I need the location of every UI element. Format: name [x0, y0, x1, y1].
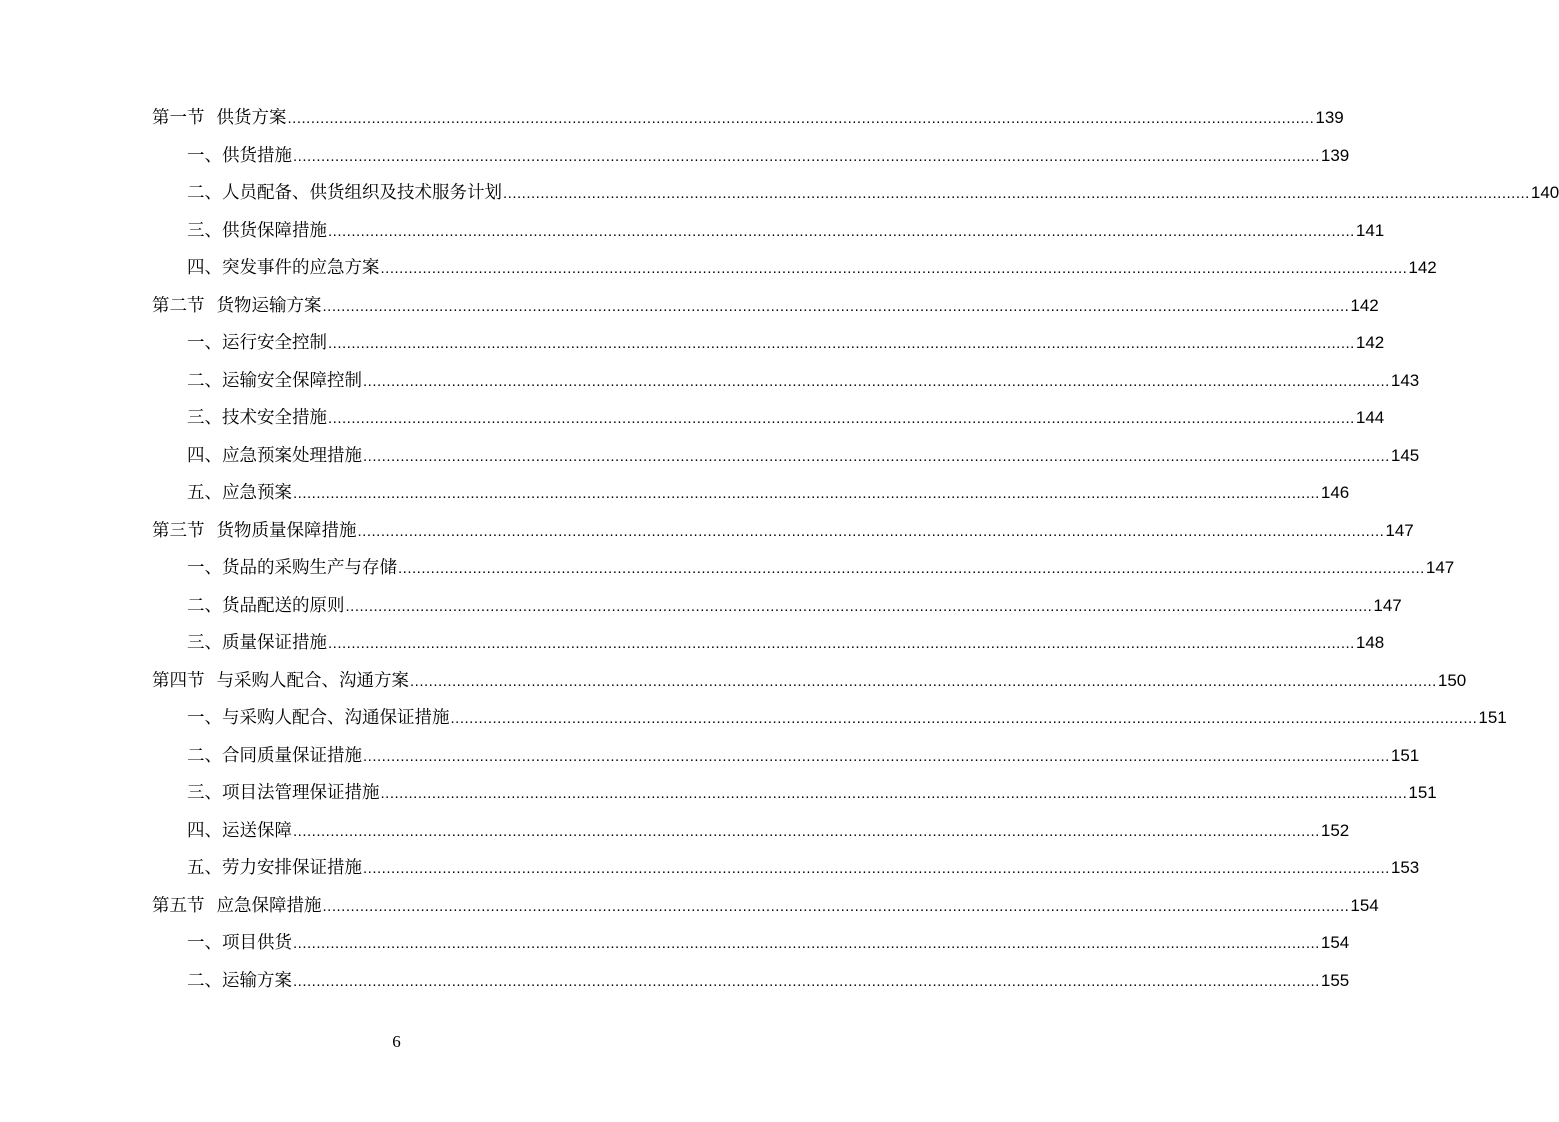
toc-entry-title: [187, 441, 362, 471]
toc-entry-prefix: 五、: [187, 858, 222, 878]
toc-dot-leader: ............................................................................................................................................................................................................................: [363, 747, 1390, 765]
toc-entry-text: 应急预案处理措施: [222, 445, 362, 466]
toc-entry-prefix: 三、: [187, 408, 222, 428]
toc-dot-leader: ............................................................................................................................................................................................................................: [293, 935, 1320, 952]
toc-entry-prefix: 二、: [187, 745, 222, 766]
toc-entry-title: [187, 966, 292, 996]
toc-subsection[interactable]: [187, 253, 1437, 283]
toc-entry-text: 应急预案: [222, 483, 292, 503]
toc-entry-title: [187, 928, 292, 958]
toc-entry-text: 供货保障措施: [222, 220, 327, 241]
toc-entry-prefix: 四、: [187, 820, 222, 841]
toc-entry-text: 质量保证措施: [222, 633, 327, 653]
toc-subsection[interactable]: [187, 741, 1420, 771]
toc-page-number: 151: [1390, 745, 1420, 765]
toc-entry-prefix: 一、: [187, 708, 222, 728]
toc-page-number: 154: [1320, 933, 1350, 952]
toc-entry-text: 项目供货: [222, 933, 292, 953]
toc-entry-title: [152, 103, 287, 133]
toc-entry-title: [187, 216, 327, 246]
toc-dot-leader: ............................................................................................................................................................................................................................: [380, 260, 1408, 277]
toc-page-number: 148: [1355, 633, 1385, 652]
toc-entry-text: 劳力安排保证措施: [222, 858, 362, 878]
toc-section[interactable]: [152, 516, 1414, 546]
toc-entry-text: 项目法管理保证措施: [222, 783, 380, 803]
toc-entry-prefix: 二、: [187, 183, 222, 203]
toc-entry-prefix: 一、: [187, 333, 222, 353]
toc-entry-title: [152, 516, 357, 546]
toc-dot-leader: ............................................................................................................................................................................................................................: [328, 335, 1355, 352]
toc-subsection[interactable]: [187, 178, 1559, 208]
toc-entry-title: [152, 666, 409, 696]
toc-entry-prefix: 第五节: [152, 895, 205, 916]
toc-entry-prefix: 一、: [187, 933, 222, 953]
toc-subsection[interactable]: [187, 553, 1455, 583]
toc-dot-leader: ............................................................................................................................................................................................................................: [363, 447, 1390, 465]
toc-entry-text: 合同质量保证措施: [222, 745, 362, 766]
toc-subsection[interactable]: [187, 853, 1420, 883]
toc-dot-leader: ............................................................................................................................................................................................................................: [450, 710, 1478, 727]
toc-entry-title: [187, 778, 380, 808]
toc-subsection[interactable]: [187, 478, 1350, 508]
toc-entry-text: 供货措施: [222, 145, 292, 166]
toc-entry-title: [187, 591, 345, 621]
toc-entry-text: 人员配备、供货组织及技术服务计划: [222, 183, 502, 203]
toc-entry-text: 运行安全控制: [222, 333, 327, 353]
toc-section[interactable]: [152, 291, 1379, 321]
toc-page-number: 155: [1320, 970, 1350, 990]
toc-subsection[interactable]: [187, 591, 1402, 621]
toc-dot-leader: ............................................................................................................................................................................................................................: [398, 560, 1425, 577]
toc-page-number: 153: [1390, 858, 1420, 877]
toc-dot-leader: ............................................................................................................................................................................................................................: [410, 672, 1437, 690]
toc-dot-leader: ............................................................................................................................................................................................................................: [322, 897, 1350, 915]
toc-entry-title: [187, 141, 292, 171]
toc-entry-prefix: 第四节: [152, 670, 205, 691]
toc-entry-text: 货物质量保障措施: [216, 520, 357, 541]
toc-entry-text: 运输安全保障控制: [222, 370, 362, 391]
toc-entry-prefix: 三、: [187, 783, 222, 803]
toc-entry-title: [187, 253, 380, 283]
toc-entry-title: [187, 328, 327, 358]
toc-page-number: 152: [1320, 820, 1350, 840]
toc-page-number: 139: [1320, 145, 1350, 165]
toc-entry-title: [187, 741, 362, 771]
toc-subsection[interactable]: [187, 366, 1420, 396]
toc-subsection[interactable]: [187, 816, 1350, 846]
toc-page-number: 150: [1437, 670, 1467, 690]
toc-entry-prefix: 二、: [187, 370, 222, 391]
toc-dot-leader: ............................................................................................................................................................................................................................: [328, 222, 1355, 240]
toc-entry-title: [187, 403, 327, 433]
toc-page-number: 142: [1408, 258, 1437, 277]
toc-section[interactable]: [152, 666, 1467, 696]
toc-entry-text: 货品配送的原则: [222, 595, 345, 616]
toc-entry-title: [187, 553, 397, 583]
toc-entry-prefix: 第一节: [152, 108, 205, 128]
toc-entry-prefix: 二、: [187, 970, 222, 991]
toc-entry-prefix: 三、: [187, 633, 222, 653]
toc-entry-title: [187, 853, 362, 883]
toc-entry-title: [187, 478, 292, 508]
toc-entry-text: 运送保障: [222, 820, 292, 841]
toc-page-number: 141: [1355, 220, 1385, 240]
toc-entry-text: 与采购人配合、沟通保证措施: [222, 708, 450, 728]
toc-dot-leader: ............................................................................................................................................................................................................................: [380, 785, 1408, 802]
toc-subsection[interactable]: [187, 703, 1507, 733]
toc-page-number: 142: [1355, 333, 1385, 352]
toc-dot-leader: ............................................................................................................................................................................................................................: [503, 185, 1530, 202]
toc-entry-text: 应急保障措施: [216, 895, 322, 916]
toc-dot-leader: ............................................................................................................................................................................................................................: [328, 635, 1355, 652]
toc-subsection[interactable]: [187, 441, 1420, 471]
toc-entry-text: 突发事件的应急方案: [222, 258, 380, 278]
toc-section[interactable]: [152, 103, 1344, 133]
toc-page-number: 143: [1390, 370, 1420, 390]
toc-section[interactable]: [152, 891, 1379, 921]
toc-entry-text: 供货方案: [216, 108, 287, 128]
toc-subsection[interactable]: [187, 928, 1350, 958]
toc-dot-leader: ............................................................................................................................................................................................................................: [293, 147, 1320, 165]
toc-entry-title: [187, 628, 327, 658]
toc-page-number: 142: [1350, 295, 1379, 315]
toc-page-number: 147: [1385, 520, 1414, 540]
toc-entry-prefix: 第二节: [152, 295, 205, 316]
toc-entry-title: [187, 178, 502, 208]
toc-entry-text: 运输方案: [222, 970, 292, 991]
toc-entry-prefix: 四、: [187, 445, 222, 466]
toc-entry-prefix: 一、: [187, 558, 222, 578]
toc-page-number: 145: [1390, 445, 1420, 465]
toc-page-number: 140: [1530, 183, 1559, 202]
toc-dot-leader: ............................................................................................................................................................................................................................: [363, 372, 1390, 390]
toc-page-number: 151: [1478, 708, 1507, 727]
toc-subsection[interactable]: [187, 216, 1385, 246]
toc-dot-leader: ............................................................................................................................................................................................................................: [345, 597, 1373, 615]
toc-entry-text: 货物运输方案: [216, 295, 322, 316]
toc-entry-prefix: 一、: [187, 145, 222, 166]
toc-entry-prefix: 二、: [187, 595, 222, 616]
toc-dot-leader: ............................................................................................................................................................................................................................: [293, 972, 1320, 990]
toc-page-number: 147: [1425, 558, 1455, 577]
toc-subsection[interactable]: [187, 141, 1350, 171]
toc-dot-leader: ............................................................................................................................................................................................................................: [357, 522, 1385, 540]
toc-page-number: 147: [1373, 595, 1402, 615]
page-number: 6: [392, 1032, 401, 1051]
toc-entry-text: 与采购人配合、沟通方案: [216, 670, 409, 691]
toc-entry-prefix: 三、: [187, 220, 222, 241]
toc-entry-title: [187, 703, 450, 733]
toc-entry-title: [187, 366, 362, 396]
toc-dot-leader: ............................................................................................................................................................................................................................: [293, 822, 1320, 840]
toc-page-number: 144: [1355, 408, 1385, 427]
toc-entry-prefix: 五、: [187, 483, 222, 503]
toc-subsection[interactable]: [187, 966, 1350, 996]
toc-subsection[interactable]: [187, 403, 1385, 433]
toc-page-number: 151: [1408, 783, 1437, 802]
toc-dot-leader: ............................................................................................................................................................................................................................: [322, 297, 1350, 315]
toc-dot-leader: ............................................................................................................................................................................................................................: [363, 860, 1390, 877]
toc-entry-text: 技术安全措施: [222, 408, 327, 428]
toc-dot-leader: ............................................................................................................................................................................................................................: [287, 110, 1315, 127]
toc-entry-title: [152, 891, 322, 921]
toc-page-number: 139: [1315, 108, 1344, 127]
toc-page-number: 154: [1350, 895, 1379, 915]
toc-subsection[interactable]: [187, 628, 1385, 658]
toc-subsection[interactable]: [187, 778, 1437, 808]
toc-subsection[interactable]: [187, 328, 1385, 358]
toc-page-number: 146: [1320, 483, 1350, 502]
toc-entry-title: [152, 291, 322, 321]
toc-entry-text: 货品的采购生产与存储: [222, 558, 397, 578]
toc-dot-leader: ............................................................................................................................................................................................................................: [293, 485, 1320, 502]
toc-entry-prefix: 第三节: [152, 520, 205, 541]
toc-entry-prefix: 四、: [187, 258, 222, 278]
toc-entry-title: [187, 816, 292, 846]
toc-dot-leader: ............................................................................................................................................................................................................................: [328, 410, 1355, 427]
